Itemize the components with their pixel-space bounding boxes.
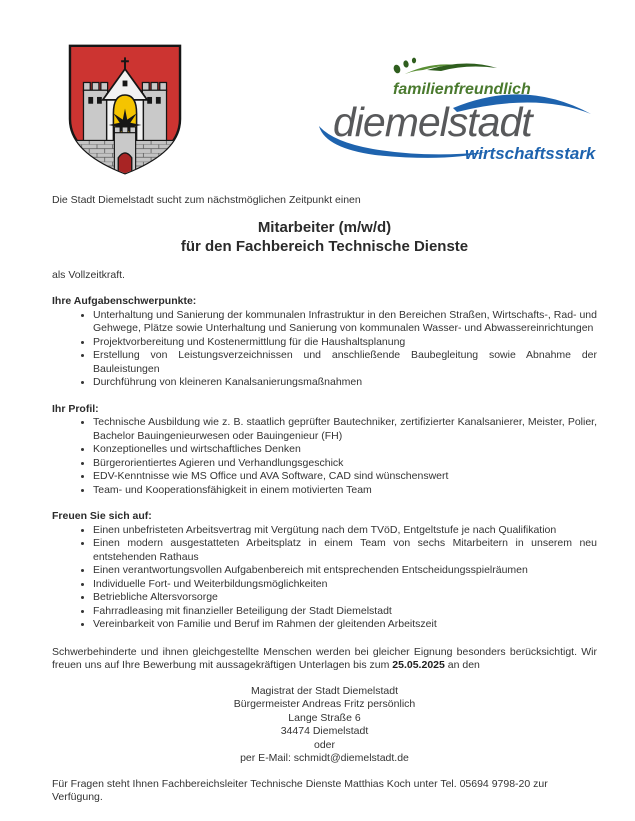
bullet-item: • Vereinbarkeit von Familie und Beruf im Rahmen der gleitenden Arbeitszeit xyxy=(93,618,597,632)
address-line-street: Lange Straße 6 xyxy=(288,711,361,724)
bullet-item: • Technische Ausbildung wie z. B. staatlich geprüfter Bautechniker, zertifizierter Kanalsanierer, Meister, Polier, Bachelor Bauingenieurwesen oder Bauingenieur (FH) xyxy=(93,416,597,443)
closing-line2-suffix: an den xyxy=(444,659,480,671)
bullet-item: • Fahrradleasing mit finanzieller Beteiligung der Stadt Diemelstadt xyxy=(93,605,597,619)
address-block xyxy=(52,685,597,766)
bullet-item: • Betriebliche Altersvorsorge xyxy=(93,591,597,605)
closing-line1: Schwerbehinderte und ihnen gleichgestellte Menschen werden bei gleicher Eignung besonders berücksichtigt. xyxy=(52,645,578,658)
bullet-item: • Erstellung von Leistungsverzeichnissen und anschließende Baubegleitung sowie Abnahme der Bauleistungen xyxy=(93,349,597,376)
bullet-item: • Team- und Kooperationsfähigkeit in einem motivierten Team xyxy=(93,484,597,498)
intro-line: Die Stadt Diemelstadt sucht zum nächstmöglichen Zeitpunkt einen xyxy=(52,194,361,206)
diemelstadt-logo xyxy=(315,56,597,168)
section-heading-aufgaben: Ihre Aufgabenschwerpunkte: xyxy=(52,295,197,307)
logo-tagline-bottom: wirtschaftsstark xyxy=(465,144,596,163)
address-line-magistrat: Magistrat der Stadt Diemelstadt xyxy=(250,684,399,697)
job-title xyxy=(52,218,597,256)
profil-list xyxy=(52,416,597,497)
bullet-item: • Einen unbefristeten Arbeitsvertrag mit Vergütung nach dem TVöD, Entgeltstufe je nach Qualifikation xyxy=(93,524,597,538)
bullet-item: • Unterhaltung und Sanierung der kommunalen Infrastruktur in den Bereichen Straßen, Wirtschafts-, Rad- und Gehwege, Plätze sowie Unterhaltung und Sanierung von kommunalen Wasser- und Abwassereinrichtungen xyxy=(93,309,597,336)
bullet-item: • EDV-Kenntnisse wie MS Office und AVA Software, CAD sind wünschenswert xyxy=(93,470,597,484)
bullet-item: • Projektvorbereitung und Kostenermittlung für die Haushaltsplanung xyxy=(93,336,597,350)
logo-tagline-top: familienfreundlich xyxy=(393,81,531,98)
logo-hills-icon xyxy=(392,58,497,76)
document-header xyxy=(52,40,597,180)
job-title-line1: Mitarbeiter (m/w/d) xyxy=(257,218,392,236)
section-heading-profil: Ihr Profil: xyxy=(52,402,99,415)
aufgaben-list xyxy=(52,309,597,390)
logo-brand: diemelstadt xyxy=(333,99,532,145)
job-title-line2: für den Fachbereich Technische Dienste xyxy=(180,237,469,255)
application-deadline: 25.05.2025 xyxy=(392,659,445,671)
address-line-email: per E-Mail: schmidt@diemelstadt.de xyxy=(240,752,409,764)
bullet-item: • Bürgerorientiertes Agieren und Verhandlungsgeschick xyxy=(93,457,597,471)
address-line-oder: oder xyxy=(313,738,335,751)
address-line-city: 34474 Diemelstadt xyxy=(280,725,369,737)
bullet-item: • Durchführung von kleineren Kanalsanierungsmaßnahmen xyxy=(93,376,597,390)
bullet-item: • Individuelle Fort- und Weiterbildungsmöglichkeiten xyxy=(93,578,597,592)
contact-note: Für Fragen steht Ihnen Fachbereichsleiter Technische Dienste Matthias Koch unter Tel. 05694 9798-20 zur Verfügung. xyxy=(52,777,548,803)
employment-note: als Vollzeitkraft. xyxy=(52,268,125,281)
bullet-item: • Konzeptionelles und wirtschaftliches Denken xyxy=(93,443,597,457)
bullet-item: • Einen modern ausgestatteten Arbeitsplatz in einem Team von sechs Mitarbeitern in unserem neu entstehenden Rathaus xyxy=(93,537,597,564)
section-heading-benefits: Freuen Sie sich auf: xyxy=(52,510,152,522)
closing-line2-prefix: Wir freuen uns auf Ihre Bewerbung mit aussagekräftigen Unterlagen bis zum xyxy=(52,645,598,671)
address-line-mayor: Bürgermeister Andreas Fritz persönlich xyxy=(233,698,416,710)
bullet-item: • Einen verantwortungsvollen Aufgabenbereich mit entsprechenden Entscheidungsspielräumen xyxy=(93,564,597,578)
benefits-list xyxy=(52,524,597,632)
coat-of-arms-icon xyxy=(62,40,188,180)
closing-paragraph xyxy=(52,646,597,673)
